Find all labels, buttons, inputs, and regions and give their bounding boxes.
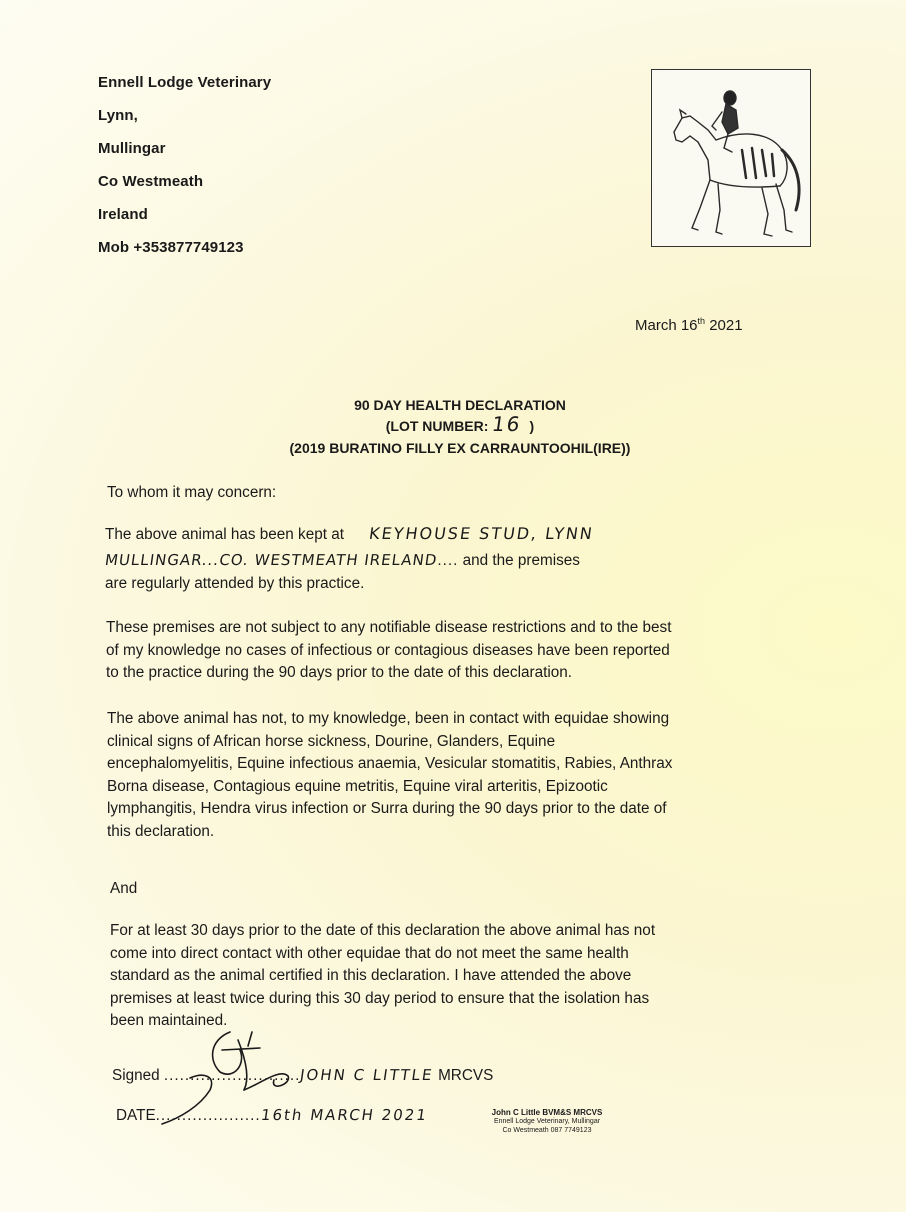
horse-and-jockey-sketch-icon	[651, 69, 811, 247]
signature-line: Signed ..........................JOHN C LITTLE MRCVS	[112, 1064, 792, 1088]
animal-description: (2019 BURATINO FILLY EX CARRAUNTOOHIL(IRE))	[289, 440, 631, 456]
signed-date-handwritten: 16th MARCH 2021	[259, 1106, 429, 1124]
salutation: To whom it may concern:	[107, 484, 277, 501]
premises-handwritten-2: MULLINGAR...CO. WESTMEATH IRELAND	[103, 550, 439, 569]
letterhead-line: Lynn,	[98, 107, 138, 124]
signed-name-handwritten: JOHN C LITTLE	[299, 1066, 436, 1084]
declaration-title: 90 DAY HEALTH DECLARATION	[354, 397, 566, 413]
kept-at-paragraph: The above animal has been kept at KEYHOUSE STUD, LYNN MULLINGAR...CO. WESTMEATH IRELAND.... and the premises are regularly attended by this practice.	[103, 524, 596, 592]
contact-diseases-paragraph: The above animal has not, to my knowledge, been in contact with equidae showing clinical signs of African horse sickness, Dourine, Glanders, Equine encephalomyelitis, Equine infectious anaemia, Vesicular stomatitis, Rabies, Anthrax Borna disease, Contagious equine metritis, Equine viral arteritis, Epizootic lymphangitis, Hendra virus infection or Surra during the 90 days prior to the date of this declaration.	[107, 710, 673, 840]
lot-number-line: (LOT NUMBER: 16 )	[385, 412, 535, 436]
and-conjunction: And	[110, 880, 138, 897]
letterhead-address	[98, 66, 271, 264]
lot-number-handwritten: 16	[490, 412, 524, 436]
signed-date-line: DATE....................16th MARCH 2021	[116, 1104, 796, 1128]
isolation-paragraph: For at least 30 days prior to the date of this declaration the above animal has not come into direct contact with other equidae that do not meet the same health standard as the animal certified in this declaration. I have attended the above premises at least twice during this 30 day period to ensure that the isolation has been maintained.	[110, 922, 656, 1029]
disease-restrictions-paragraph: These premises are not subject to any notifiable disease restrictions and to the best of my knowledge no cases of infectious or contagious diseases have been reported to the practice during the 90 days prior to the date of this declaration.	[106, 619, 672, 681]
letterhead-line: Mob +353877749123	[98, 239, 244, 256]
letter-date: March 16th 2021	[635, 316, 743, 334]
letterhead-line: Ennell Lodge Veterinary	[98, 74, 272, 91]
letterhead-line: Co Westmeath	[98, 173, 204, 190]
vet-stamp: John C Little BVM&S MRCVS Ennell Lodge Veterinary, Mullingar Co Westmeath 087 7749123	[491, 1108, 603, 1134]
letterhead-line: Ireland	[98, 206, 148, 223]
premises-handwritten-1: KEYHOUSE STUD, LYNN	[368, 524, 596, 543]
letterhead-line: Mullingar	[98, 140, 166, 157]
